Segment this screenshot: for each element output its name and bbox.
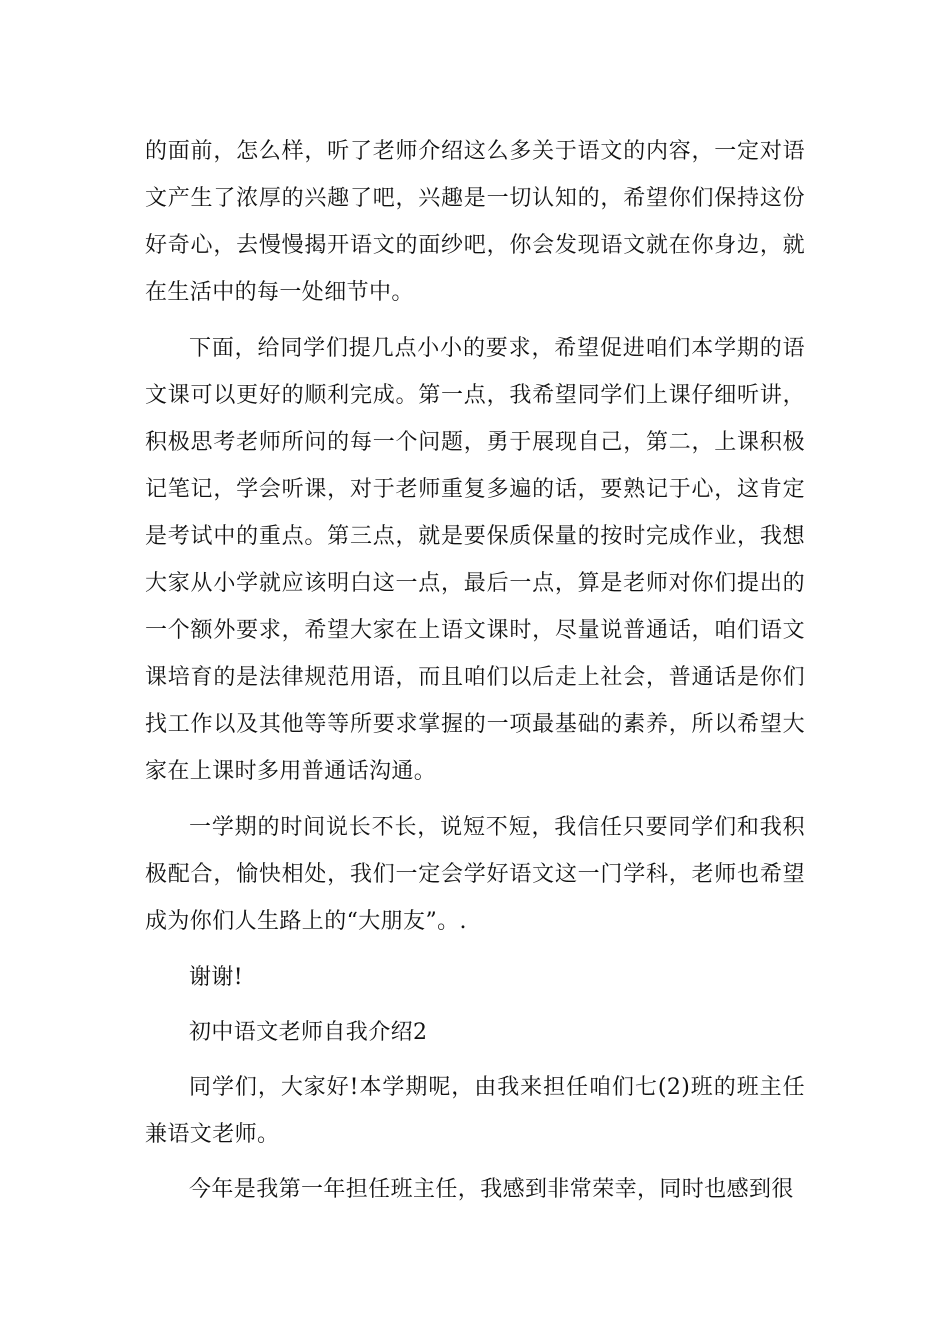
paragraph-thanks: 谢谢! xyxy=(189,965,244,990)
paragraph-continuation: 的面前，怎么样，听了老师介绍这么多关于语文的内容，一定对语文产生了浓厚的兴趣了吧，兴趣是一切认知的，希望你们保持这份好奇心，去慢慢揭开语文的面纱吧，你会发现语文就在你身边，就在生活中的每一处细节中。 xyxy=(145,139,805,305)
paragraph-first-year: 今年是我第一年担任班主任，我感到非常荣幸，同时也感到很 xyxy=(189,1177,794,1202)
paragraph-greeting: 同学们，大家好!本学期呢，由我来担任咱们七(2)班的班主任兼语文老师。 xyxy=(145,1075,805,1147)
paragraph-semester: 一学期的时间说长不长，说短不短，我信任只要同学们和我积极配合，愉快相处，我们一定会学好语文这一门学科，老师也希望成为你们人生路上的“大朋友”。. xyxy=(145,815,805,934)
document-body xyxy=(145,128,805,1221)
paragraph-requirements: 下面，给同学们提几点小小的要求，希望促进咱们本学期的语文课可以更好的顺利完成。第一点，我希望同学们上课仔细听讲，积极思考老师所问的每一个问题，勇于展现自己，第二，上课积极记笔记，学会听课，对于老师重复多遍的话，要熟记于心，这肯定是考试中的重点。第三点，就是要保质保量的按时完成作业，我想大家从小学就应该明白这一点，最后一点，算是老师对你们提出的一个额外要求，希望大家在上语文课时，尽量说普通话，咱们语文课培育的是法律规范用语，而且咱们以后走上社会，普通话是你们找工作以及其他等等所要求掌握的一项最基础的素养，所以希望大家在上课时多用普通话沟通。 xyxy=(145,336,805,784)
section-heading: 初中语文老师自我介绍2 xyxy=(189,1020,428,1045)
